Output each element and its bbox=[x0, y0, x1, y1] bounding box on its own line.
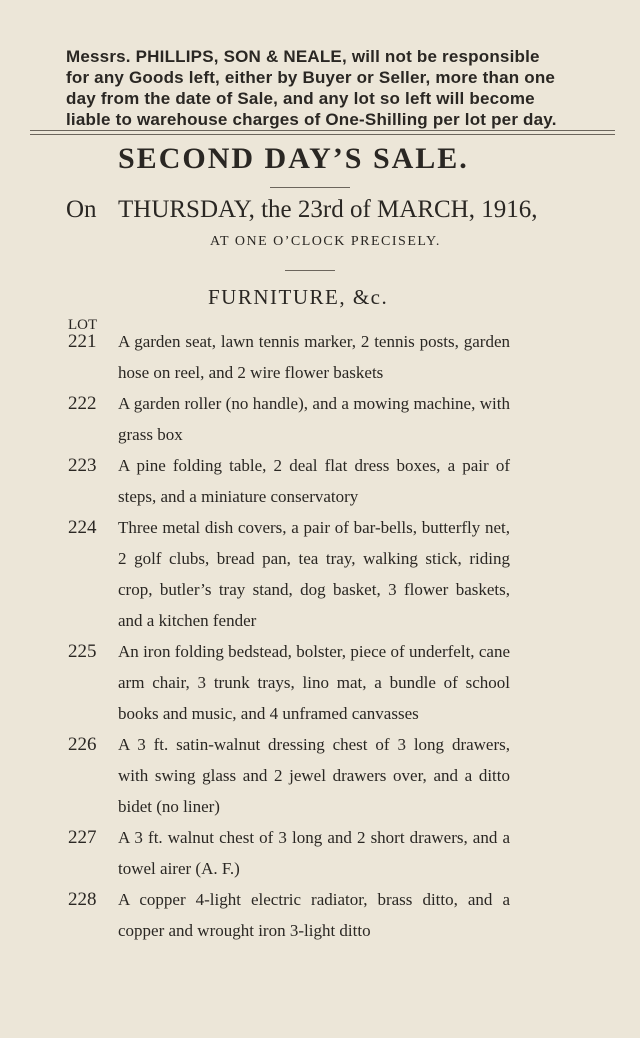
lot-number: 221 bbox=[68, 331, 97, 352]
lot-number: 224 bbox=[68, 517, 97, 538]
lot-description: A garden roller (no handle), and a mowing machine, with grass box bbox=[118, 394, 510, 444]
responsibility-notice bbox=[66, 46, 557, 130]
on-label: On bbox=[66, 196, 97, 223]
lot-number: 223 bbox=[68, 455, 97, 476]
lot-description: A 3 ft. satin-walnut dressing chest of 3 long drawers, with swing glass and 2 jewel drawers over, and a ditto bidet (no liner) bbox=[118, 735, 510, 816]
section-title: FURNITURE, &c. bbox=[208, 285, 389, 309]
notice-line: day from the date of Sale, and any lot so left will become bbox=[66, 89, 535, 108]
notice-line: Messrs. PHILLIPS, SON & NEALE, will not be responsible bbox=[66, 47, 540, 66]
lot-number: 227 bbox=[68, 827, 97, 848]
lot-description: A garden seat, lawn tennis marker, 2 tennis posts, garden hose on reel, and 2 wire flower baskets bbox=[118, 332, 510, 382]
divider-double bbox=[30, 130, 615, 135]
divider-short bbox=[270, 187, 350, 188]
lot-description: A pine folding table, 2 deal flat dress boxes, a pair of steps, and a miniature conservatory bbox=[118, 456, 510, 506]
lot-description: A copper 4-light electric radiator, brass ditto, and a copper and wrought iron 3-light ditto bbox=[118, 890, 510, 940]
lot-number: 228 bbox=[68, 889, 97, 910]
lot-description: A 3 ft. walnut chest of 3 long and 2 short drawers, and a towel airer (A. F.) bbox=[118, 828, 510, 878]
lot-description: Three metal dish covers, a pair of bar-bells, butterfly net, 2 golf clubs, bread pan, tea tray, walking stick, riding crop, butler’s tray stand, dog basket, 3 flower baskets, and a kitchen fender bbox=[118, 518, 510, 630]
notice-line: liable to warehouse charges of One-Shilling per lot per day. bbox=[66, 110, 557, 129]
lot-number: 222 bbox=[68, 393, 97, 414]
notice-line: for any Goods left, either by Buyer or Seller, more than one bbox=[66, 68, 556, 87]
divider-short bbox=[285, 270, 335, 271]
lot-number: 225 bbox=[68, 641, 97, 662]
lot-description: An iron folding bedstead, bolster, piece of underfelt, cane arm chair, 3 trunk trays, lino mat, a bundle of school books and music, and 4 unframed canvasses bbox=[118, 642, 510, 723]
sale-time: AT ONE O’CLOCK PRECISELY. bbox=[210, 234, 441, 249]
sale-title: SECOND DAY’S SALE. bbox=[118, 142, 469, 175]
lot-number: 226 bbox=[68, 734, 97, 755]
lot-column-header: LOT bbox=[68, 317, 98, 333]
sale-date: THURSDAY, the 23rd of MARCH, 1916, bbox=[118, 196, 538, 223]
